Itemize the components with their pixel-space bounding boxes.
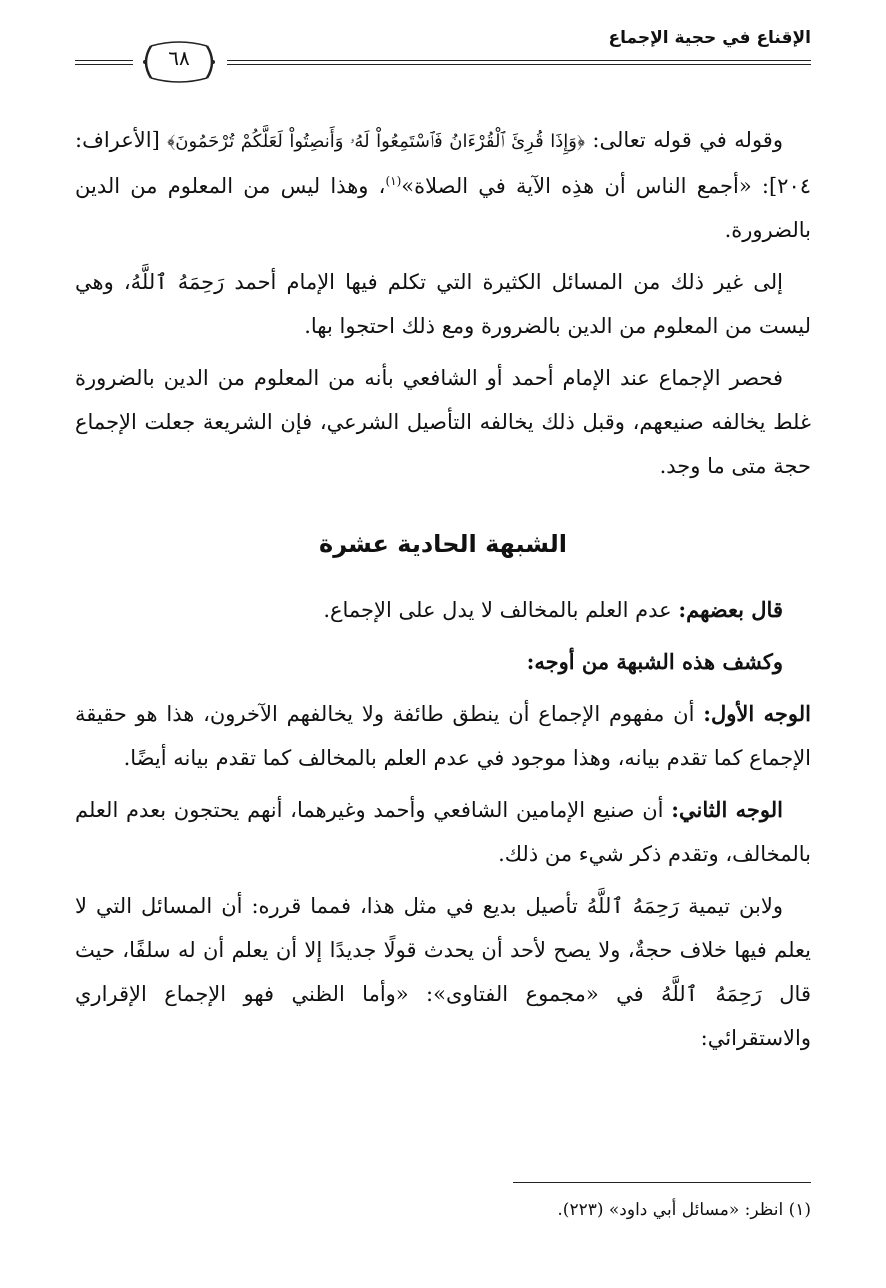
footnote-reference: (١) <box>385 174 402 188</box>
shubha-label: قال بعضهم: <box>678 597 783 622</box>
refutation-intro: وكشف هذه الشبهة من أوجه: <box>526 649 783 674</box>
paragraph <box>75 588 811 632</box>
body-text <box>75 118 811 1060</box>
aspect-text: أن مفهوم الإجماع أن ينطق طائفة ولا يخالفهم الآخرون، هذا هو حقيقة الإجماع كما تقدم بيانه، وهذا موجود في عدم العلم بالمخالف كما تقدم بيانه أيضًا. <box>75 702 811 770</box>
page-header <box>75 28 811 78</box>
shubha-text: عدم العلم بالمخالف لا يدل على الإجماع. <box>323 598 679 622</box>
header-rule <box>227 64 811 65</box>
aspect-text: أن صنيع الإمامين الشافعي وأحمد وغيرهما، أنهم يحتجون بعدم العلم بالمخالف، وتقدم ذكر شيء من ذلك. <box>75 798 811 866</box>
page-number-ornament <box>137 40 221 84</box>
paragraph: ولابن تيمية رَحِمَهُ ٱللَّهُ تأصيل بديع في مثل هذا، فمما قرره: أن المسائل التي لا يعلم فيها خلاف حجةٌ، ولا يصح لأحد أن يحدث قولًا جديدًا إلا أن يعلم أن له سلفًا، حيث قال رَحِمَهُ ٱللَّهُ في «مجموع الفتاوى»: «وأما الظني فهو الإجماع الإقراري والاستقرائي: <box>75 894 811 1050</box>
header-rule <box>75 60 133 61</box>
page-number: ٦٨ <box>168 46 190 70</box>
paragraph <box>75 692 811 780</box>
header-rule <box>227 60 811 61</box>
quran-verse: ﴿وَإِذَا قُرِئَ ٱلْقُرْءَانُ فَٱسْتَمِعُواْ لَهُۥ وَأَنصِتُواْ لَعَلَّكُمْ تُرْحَمُونَ﴾ <box>167 131 585 152</box>
paragraph <box>75 788 811 876</box>
aspect-label: الوجه الأول: <box>703 701 811 726</box>
footnote: (١) انظر: «مسائل أبي داود» (٢٢٣). <box>557 1200 811 1220</box>
header-rule <box>75 64 133 65</box>
paragraph-text: [الأعراف: ٢٠٤]: «أجمع الناس أن هذِه الآية في الصلاة» <box>75 128 812 198</box>
paragraph-text: وقوله في قوله تعالى: <box>584 128 783 152</box>
paragraph: إلى غير ذلك من المسائل الكثيرة التي تكلم فيها الإمام أحمد رَحِمَهُ ٱللَّهُ، وهي ليست من المعلوم من الدين بالضرورة ومع ذلك احتجوا بها. <box>75 270 811 338</box>
aspect-label: الوجه الثاني: <box>671 797 783 822</box>
paragraph: فحصر الإجماع عند الإمام أحمد أو الشافعي بأنه من المعلوم من الدين بالضرورة غلط يخالفه صنيعهم، وقبل ذلك يخالفه التأصيل الشرعي، فإن الشريعة جعلت الإجماع حجة متى ما وجد. <box>75 366 811 478</box>
section-heading: الشبهة الحادية عشرة <box>319 530 567 558</box>
paragraph <box>75 118 811 252</box>
paragraph-text: ، وهذا ليس من المعلوم من الدين بالضرورة. <box>75 174 811 242</box>
running-title: الإقناع في حجية الإجماع <box>608 28 811 48</box>
footnote-separator <box>513 1182 811 1183</box>
